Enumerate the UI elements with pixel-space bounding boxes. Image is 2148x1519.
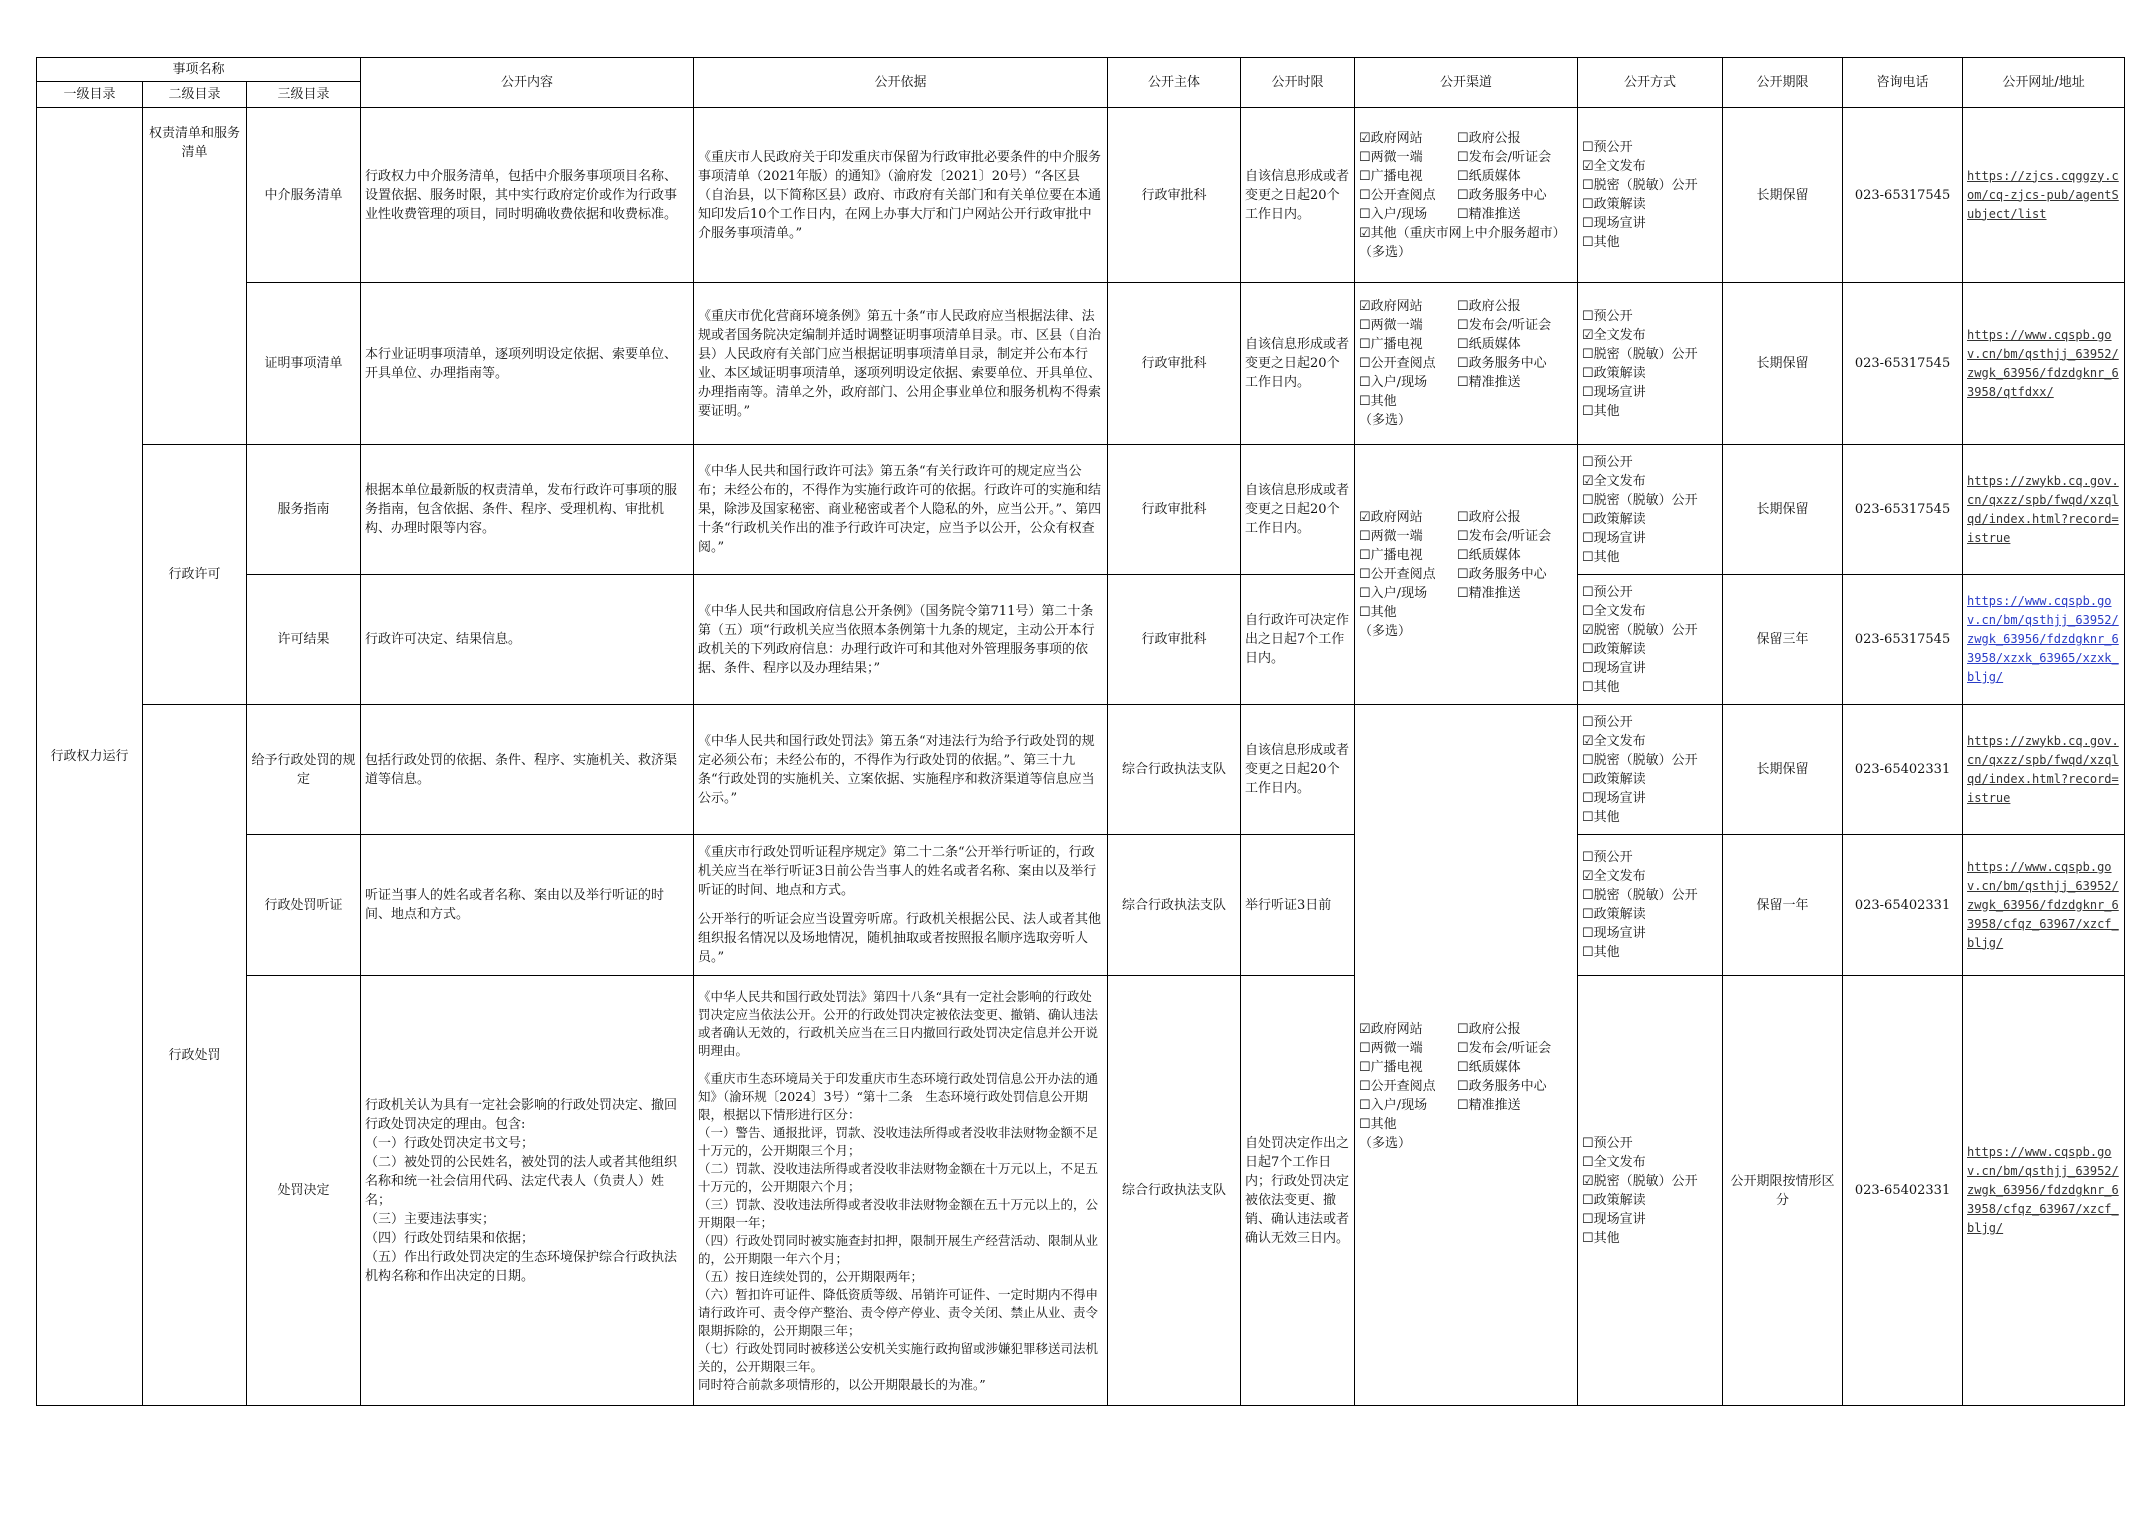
table-row [37, 283, 2125, 445]
period-cell: 公开期限按情形区分 [1723, 976, 1843, 1406]
header-url: 公开网址/地址 [1963, 58, 2125, 108]
level3-cell: 证明事项清单 [247, 283, 361, 445]
table-row [37, 976, 2125, 1406]
level2-cell-g3: 行政处罚 [143, 705, 247, 1406]
url-cell [1963, 445, 2125, 575]
method-option[interactable]: ☐其他 [1582, 679, 1620, 695]
channel-option[interactable]: ☐广播电视 [1359, 168, 1423, 184]
channel-cell [1355, 283, 1578, 445]
content-cell: 根据本单位最新版的权责清单，发布行政许可事项的服务指南，包含依据、条件、程序、受理机构、审批机构、办理时限等内容。 [361, 445, 694, 575]
basis-cell [694, 835, 1108, 976]
channel-option[interactable]: ☑政府网站 [1359, 130, 1423, 146]
header-timelimit: 公开时限 [1241, 58, 1355, 108]
channel-option[interactable]: ☐政务服务中心 [1457, 567, 1547, 582]
method-option[interactable]: ☐预公开 [1582, 584, 1633, 600]
method-option[interactable]: ☑全文发布 [1582, 159, 1646, 174]
method-cell [1578, 705, 1723, 835]
url-cell [1963, 283, 2125, 445]
channel-option-other[interactable]: ☐其他 [1359, 394, 1397, 409]
method-option[interactable]: ☑脱密（脱敏）公开 [1582, 622, 1698, 638]
method-cell [1578, 283, 1723, 445]
subject-cell: 行政审批科 [1108, 283, 1241, 445]
level3-cell: 行政处罚听证 [247, 835, 361, 976]
header-row-1 [37, 58, 2125, 82]
channel-option[interactable]: ☐公开查阅点 [1359, 187, 1436, 203]
header-basis: 公开依据 [694, 58, 1108, 108]
table-row [37, 445, 2125, 575]
method-cell [1578, 445, 1723, 575]
method-option[interactable]: ☐政策解读 [1582, 641, 1646, 657]
method-option[interactable]: ☐其他 [1582, 403, 1620, 419]
method-option[interactable]: ☐脱密（脱敏）公开 [1582, 888, 1698, 903]
method-option[interactable]: ☐其他 [1582, 1230, 1620, 1246]
method-option[interactable]: ☑全文发布 [1582, 327, 1646, 343]
method-option[interactable]: ☐脱密（脱敏）公开 [1582, 346, 1698, 362]
header-phone: 咨询电话 [1843, 58, 1963, 108]
method-option[interactable]: ☐预公开 [1582, 140, 1633, 155]
channel-option[interactable]: ☐政务服务中心 [1457, 187, 1547, 203]
channel-option[interactable]: ☐入户/现场 [1359, 586, 1428, 601]
method-option[interactable]: ☐全文发布 [1582, 1154, 1646, 1170]
channel-option[interactable]: ☐两微一端 [1359, 318, 1423, 333]
subject-cell: 行政审批科 [1108, 575, 1241, 705]
channel-cell [1355, 445, 1578, 705]
header-level2: 二级目录 [143, 82, 247, 108]
channel-option[interactable]: ☐精准推送 [1457, 206, 1521, 222]
method-cell [1578, 575, 1723, 705]
table-row [37, 108, 2125, 283]
period-cell: 长期保留 [1723, 108, 1843, 283]
channel-option[interactable]: ☑政府网站 [1359, 510, 1423, 525]
basis-cell [694, 976, 1108, 1406]
header-level3: 三级目录 [247, 82, 361, 108]
method-option[interactable]: ☐预公开 [1582, 850, 1633, 865]
phone-cell: 023-65317545 [1843, 575, 1963, 705]
method-option[interactable]: ☐现场宣讲 [1582, 216, 1646, 231]
timelimit-cell: 自该信息形成或者变更之日起20个工作日内。 [1241, 283, 1355, 445]
level1-cell: 行政权力运行 [37, 108, 143, 1406]
subject-cell: 行政审批科 [1108, 108, 1241, 283]
content-cell: 本行业证明事项清单，逐项列明设定依据、索要单位、开具单位、办理指南等。 [361, 283, 694, 445]
subject-cell: 综合行政执法支队 [1108, 976, 1241, 1406]
timelimit-cell: 自处罚决定作出之日起7个工作日内；行政处罚决定被依法变更、撤销、确认违法或者确认无效三日内。 [1241, 976, 1355, 1406]
channel-option[interactable]: ☐纸质媒体 [1457, 168, 1521, 184]
url-cell [1963, 108, 2125, 283]
method-option[interactable]: ☐脱密（脱敏）公开 [1582, 492, 1698, 508]
header-subject: 公开主体 [1108, 58, 1241, 108]
method-option[interactable]: ☐现场宣讲 [1582, 790, 1646, 806]
channel-option-other[interactable]: ☐其他 [1359, 1117, 1397, 1132]
level2-cell-g2: 行政许可 [143, 445, 247, 705]
header-item-name: 事项名称 [37, 58, 361, 82]
subject-cell: 行政审批科 [1108, 445, 1241, 575]
header-period: 公开期限 [1723, 58, 1843, 108]
channel-option[interactable]: ☐精准推送 [1457, 586, 1521, 601]
table-row [37, 835, 2125, 976]
timelimit-cell: 自该信息形成或者变更之日起20个工作日内。 [1241, 445, 1355, 575]
url-cell [1963, 976, 2125, 1406]
period-cell: 保留一年 [1723, 835, 1843, 976]
method-option[interactable]: ☐现场宣讲 [1582, 530, 1646, 546]
channel-option[interactable]: ☐政府公报 [1457, 130, 1521, 146]
method-option[interactable]: ☑脱密（脱敏）公开 [1582, 1173, 1698, 1189]
channel-option[interactable]: ☐纸质媒体 [1457, 548, 1521, 563]
url-link[interactable]: https://zwykb.cq.gov.cn/qxzz/spb/fwqd/xzqlqd/index.html?record=istrue [1967, 733, 2119, 805]
method-option[interactable]: ☐预公开 [1582, 308, 1633, 324]
method-option[interactable]: ☐其他 [1582, 945, 1620, 960]
method-option[interactable]: ☐脱密（脱敏）公开 [1582, 178, 1698, 193]
method-option[interactable]: ☐其他 [1582, 809, 1620, 825]
method-option[interactable]: ☑全文发布 [1582, 473, 1646, 489]
url-link[interactable]: https://zwykb.cq.gov.cn/qxzz/spb/fwqd/xzqlqd/index.html?record=istrue [1967, 473, 2119, 545]
channel-option[interactable]: ☐广播电视 [1359, 548, 1423, 563]
subject-cell: 综合行政执法支队 [1108, 705, 1241, 835]
phone-cell: 023-65402331 [1843, 976, 1963, 1406]
basis-para: 《重庆市行政处罚听证程序规定》第二十二条“公开举行听证的，行政机关应当在举行听证3日前公告当事人的姓名或者名称、案由以及举行听证的时间、地点和方式。 [698, 845, 1097, 898]
method-cell [1578, 835, 1723, 976]
level3-cell: 服务指南 [247, 445, 361, 575]
header-channel: 公开渠道 [1355, 58, 1578, 108]
level2-cell-g1: 权责清单和服务清单 [143, 108, 247, 445]
basis-cell [694, 283, 1108, 445]
url-cell [1963, 575, 2125, 705]
method-option[interactable]: ☑全文发布 [1582, 733, 1646, 749]
timelimit-cell: 举行听证3日前 [1241, 835, 1355, 976]
method-option[interactable]: ☐政策解读 [1582, 511, 1646, 527]
channel-option[interactable]: ☐公开查阅点 [1359, 356, 1436, 371]
url-cell [1963, 835, 2125, 976]
content-cell: 行政机关认为具有一定社会影响的行政处罚决定、撤回行政处罚决定的理由。包含: （一）行政处罚决定书文号； （二）被处罚的公民姓名，被处罚的法人或者其他组织名称和统一社会信用代码、法定代表人（负责人）姓名； （三）主要违法事实； （四）行政处罚结果和依据； （五）作出行政处罚决定的生态环境保护综合行政执法机构名称和作出决定的日期。 [361, 976, 694, 1406]
url-link[interactable]: https://www.cqspb.gov.cn/bm/qsthjj_63952/zwgk_63956/fdzdgknr_63958/qtfdxx/ [1967, 327, 2119, 399]
content-cell: 行政许可决定、结果信息。 [361, 575, 694, 705]
phone-cell: 023-65402331 [1843, 835, 1963, 976]
period-cell: 长期保留 [1723, 705, 1843, 835]
period-cell: 长期保留 [1723, 283, 1843, 445]
period-cell: 长期保留 [1723, 445, 1843, 575]
method-option[interactable]: ☐其他 [1582, 235, 1620, 250]
channel-option[interactable]: ☐发布会/听证会 [1457, 1041, 1552, 1056]
content-cell: 行政权力中介服务清单，包括中介服务事项项目名称、设置依据、服务时限，其中实行政府定价或作为行政事业性收费管理的项目，同时明确收费依据和收费标准。 [361, 108, 694, 283]
channel-option-other[interactable]: ☑其他（重庆市网上中介服务超市） [1359, 225, 1566, 241]
method-cell [1578, 976, 1723, 1406]
header-level1: 一级目录 [37, 82, 143, 108]
method-cell [1578, 108, 1723, 283]
content-cell: 包括行政处罚的依据、条件、程序、实施机关、救济渠道等信息。 [361, 705, 694, 835]
channel-option[interactable]: ☐政府公报 [1457, 510, 1521, 525]
channel-multi-note: （多选） [1359, 244, 1412, 260]
period-cell: 保留三年 [1723, 575, 1843, 705]
channel-option[interactable]: ☐发布会/听证会 [1457, 529, 1552, 544]
channel-option[interactable]: ☐公开查阅点 [1359, 1079, 1436, 1094]
method-option[interactable]: ☐现场宣讲 [1582, 926, 1646, 941]
basis-para: 《中华人民共和国政府信息公开条例》（国务院令第711号）第二十条第（五）项“行政机关应当依照本条例第十九条的规定，主动公开本行政机关的下列政府信息：办理行政许可和其他对外管理服务事项的依据、条件、程序以及办理结果；” [698, 603, 1095, 676]
basis-para: 《重庆市人民政府关于印发重庆市保留为行政审批必要条件的中介服务事项清单（2021年版）的通知》（渝府发〔2021〕20号）“各区县（自治县，以下简称区县）政府、市政府有关部门和有关单位要在本通知印发后10个工作日内，在网上办事大厅和门户网站公开行政审批中介服务事项清单。” [698, 149, 1102, 241]
method-option[interactable]: ☐现场宣讲 [1582, 660, 1646, 676]
channel-option[interactable]: ☐精准推送 [1457, 375, 1521, 390]
basis-para: 公开举行的听证会应当设置旁听席。行政机关根据公民、法人或者其他组织报名情况以及场地情况，随机抽取或者按照报名顺序选取旁听人员。” [698, 912, 1102, 965]
table-row [37, 575, 2125, 705]
method-option[interactable]: ☐政策解读 [1582, 907, 1646, 922]
method-option[interactable]: ☐全文发布 [1582, 603, 1646, 619]
basis-para: 《重庆市优化营商环境条例》第五十条“市人民政府应当根据法律、法规或者国务院决定编制并适时调整证明事项清单目录。市、区县（自治县）人民政府有关部门应当根据证明事项清单目录，制定并公布本行业、本区域证明事项清单，逐项列明设定依据、索要单位、开具单位、办理指南等。清单之外，政府部门、公用企事业单位和服务机构不得索要证明。” [698, 308, 1102, 419]
channel-option[interactable]: ☐两微一端 [1359, 529, 1423, 544]
method-option[interactable]: ☐政策解读 [1582, 1192, 1646, 1208]
header-content: 公开内容 [361, 58, 694, 108]
channel-option[interactable]: ☐纸质媒体 [1457, 337, 1521, 352]
method-option[interactable]: ☐预公开 [1582, 454, 1633, 470]
basis-cell [694, 108, 1108, 283]
method-option[interactable]: ☐政策解读 [1582, 197, 1646, 212]
url-link[interactable]: https://zjcs.cqggzy.com/cq-zjcs-pub/agentSubject/list [1967, 168, 2119, 221]
phone-cell: 023-65317545 [1843, 283, 1963, 445]
channel-option[interactable]: ☑政府网站 [1359, 299, 1423, 314]
url-cell [1963, 705, 2125, 835]
basis-cell [694, 445, 1108, 575]
level3-cell: 处罚决定 [247, 976, 361, 1406]
timelimit-cell: 自该信息形成或者变更之日起20个工作日内。 [1241, 108, 1355, 283]
channel-multi-note: （多选） [1359, 413, 1412, 428]
channel-option[interactable]: ☐两微一端 [1359, 1041, 1423, 1056]
channel-cell [1355, 705, 1578, 1406]
basis-para: 《中华人民共和国行政处罚法》第五条“对违法行为给予行政处罚的规定必须公布；未经公布的，不得作为行政处罚的依据。”、第三十九条“行政处罚的实施机关、立案依据、实施程序和救济渠道等信息应当公示。” [698, 733, 1095, 806]
method-option[interactable]: ☐其他 [1582, 549, 1620, 565]
channel-option[interactable]: ☐公开查阅点 [1359, 567, 1436, 582]
level3-cell: 许可结果 [247, 575, 361, 705]
method-option[interactable]: ☐现场宣讲 [1582, 384, 1646, 400]
timelimit-cell: 自行政许可决定作出之日起7个工作日内。 [1241, 575, 1355, 705]
phone-cell: 023-65402331 [1843, 705, 1963, 835]
channel-option[interactable]: ☐精准推送 [1457, 1098, 1521, 1113]
phone-cell: 023-65317545 [1843, 108, 1963, 283]
channel-option[interactable]: ☐政府公报 [1457, 299, 1521, 314]
basis-para: 《中华人民共和国行政许可法》第五条“有关行政许可的规定应当公布；未经公布的，不得作为实施行政许可的依据。行政许可的实施和结果，除涉及国家秘密、商业秘密或者个人隐私的外，应当公开。”、第四十条“行政机关作出的准予行政许可决定，应当予以公开，公众有权查阅。” [698, 464, 1102, 555]
channel-cell [1355, 108, 1578, 283]
channel-option[interactable]: ☐入户/现场 [1359, 375, 1428, 390]
channel-multi-note: （多选） [1359, 1136, 1412, 1151]
channel-multi-note: （多选） [1359, 624, 1412, 639]
method-option[interactable]: ☐预公开 [1582, 1135, 1633, 1151]
method-option[interactable]: ☐预公开 [1582, 714, 1633, 730]
method-option[interactable]: ☐政策解读 [1582, 771, 1646, 787]
channel-option[interactable]: ☐广播电视 [1359, 337, 1423, 352]
method-option[interactable]: ☐脱密（脱敏）公开 [1582, 752, 1698, 768]
url-link[interactable]: https://www.cqspb.gov.cn/bm/qsthjj_63952/zwgk_63956/fdzdgknr_63958/xzxk_63965/xzxk_bljg/ [1967, 594, 2119, 684]
level3-cell: 中介服务清单 [247, 108, 361, 283]
channel-option[interactable]: ☑政府网站 [1359, 1022, 1423, 1037]
method-option[interactable]: ☑全文发布 [1582, 869, 1646, 884]
channel-option[interactable]: ☐发布会/听证会 [1457, 149, 1552, 165]
channel-option[interactable]: ☐广播电视 [1359, 1060, 1423, 1075]
method-option[interactable]: ☐现场宣讲 [1582, 1211, 1646, 1227]
basis-para: 《重庆市生态环境局关于印发重庆市生态环境行政处罚信息公开办法的通知》（渝环规〔2024〕3号）“第十二条 生态环境行政处罚信息公开期限，根据以下情形进行区分： （一）警告、通报批评，罚款、没收违法所得或者没收非法财物金额不足十万元的，公开期限三个月； （二）罚款、没收违法所得或者没收非法财物金额在十万元以上，不足五十万元的，公开期限六个月； （三）罚款、没收违法所得或者没收非法财物金额在五十万元以上的，公开期限一年； （四）行政处罚同时被实施查封扣押，限制开展生产经营活动、限制从业的，公开期限一年六个月； （五）按日连续处罚的，公开期限两年； （六）暂扣许可证件、降低资质等级、吊销许可证件、一定时期内不得申请行政许可、责令停产整治、责令停产停业、责令关闭、禁止从业、责令限期拆除的，公开期限三年； （七）行政处罚同时被移送公安机关实施行政拘留或涉嫌犯罪移送司法机关的，公开期限三年。 同时符合前款多项情形的，以公开期限最长的为准。” [698, 1070, 1099, 1392]
level3-cell: 给予行政处罚的规定 [247, 705, 361, 835]
channel-option[interactable]: ☐两微一端 [1359, 149, 1423, 165]
basis-cell [694, 575, 1108, 705]
method-option[interactable]: ☐政策解读 [1582, 365, 1646, 381]
channel-option[interactable]: ☐政务服务中心 [1457, 356, 1547, 371]
basis-cell [694, 705, 1108, 835]
url-link[interactable]: https://www.cqspb.gov.cn/bm/qsthjj_63952/zwgk_63956/fdzdgknr_63958/cfqz_63967/xzcf_bljg/ [1967, 1145, 2119, 1235]
channel-option[interactable]: ☐入户/现场 [1359, 1098, 1428, 1113]
basis-para: 《中华人民共和国行政处罚法》第四十八条“具有一定社会影响的行政处罚决定应当依法公开。公开的行政处罚决定被依法变更、撤销、确认违法或者确认无效的，行政机关应当在三日内撤回行政处罚决定信息并公开说明理由。 [698, 988, 1099, 1058]
table-row [37, 705, 2125, 835]
channel-option-other[interactable]: ☐其他 [1359, 605, 1397, 620]
phone-cell: 023-65317545 [1843, 445, 1963, 575]
content-cell: 听证当事人的姓名或者名称、案由以及举行听证的时间、地点和方式。 [361, 835, 694, 976]
channel-option[interactable]: ☐政府公报 [1457, 1022, 1521, 1037]
channel-option[interactable]: ☐入户/现场 [1359, 206, 1428, 222]
subject-cell: 综合行政执法支队 [1108, 835, 1241, 976]
timelimit-cell: 自该信息形成或者变更之日起20个工作日内。 [1241, 705, 1355, 835]
channel-option[interactable]: ☐发布会/听证会 [1457, 318, 1552, 333]
header-method: 公开方式 [1578, 58, 1723, 108]
disclosure-table [36, 57, 2125, 1406]
channel-option[interactable]: ☐纸质媒体 [1457, 1060, 1521, 1075]
url-link[interactable]: https://www.cqspb.gov.cn/bm/qsthjj_63952/zwgk_63956/fdzdgknr_63958/cfqz_63967/xzcf_bljg/ [1967, 859, 2119, 950]
channel-option[interactable]: ☐政务服务中心 [1457, 1079, 1547, 1094]
